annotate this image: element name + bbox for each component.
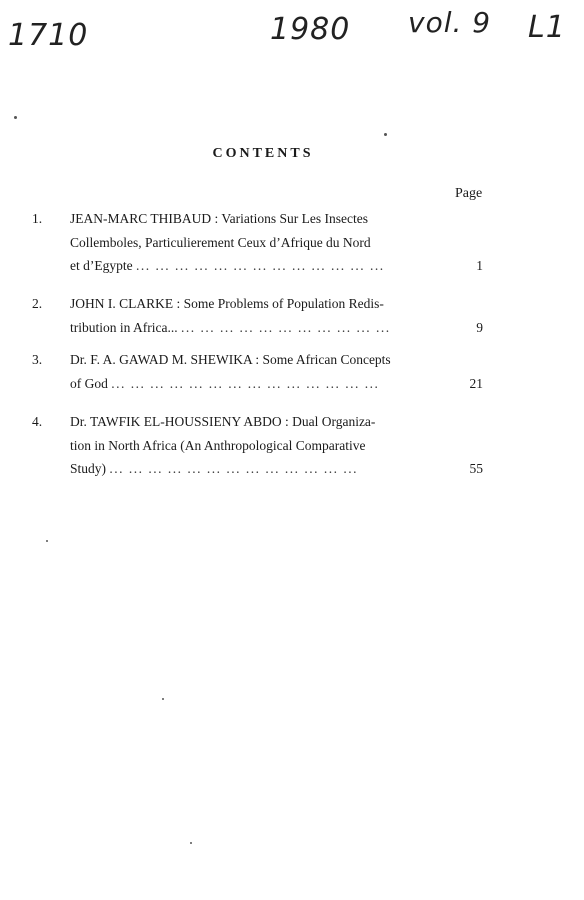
toc-entry[interactable] — [32, 207, 492, 278]
entry-title-line: et d’Egypte — [70, 258, 133, 273]
handwritten-volume: vol. 9 — [408, 6, 492, 39]
entry-title-line-last — [70, 254, 453, 278]
entry-page-number: 21 — [469, 375, 483, 391]
speck — [162, 698, 164, 700]
handwritten-catalog-number: 1710 — [8, 18, 89, 53]
entry-title-line: Study) — [70, 461, 107, 476]
entry-title-line-last — [70, 316, 453, 340]
entry-title-line-last — [70, 457, 453, 481]
dot-leader: ... ... ... ... ... ... ... ... ... ... ... — [180, 319, 391, 335]
entry-title-line: JOHN I. CLARKE : Some Problems of Population Redis- — [70, 296, 384, 311]
toc-entry[interactable] — [32, 410, 492, 481]
entry-title — [70, 348, 453, 395]
entry-title — [70, 292, 453, 339]
entry-number: 2. — [32, 296, 43, 311]
entry-page-number: 55 — [469, 461, 483, 476]
entry-title-line: tion in North Africa (An Anthropological Comparative — [70, 437, 366, 453]
speck — [46, 540, 48, 542]
entry-number: 4. — [32, 414, 43, 429]
entry-title-line: of God — [70, 375, 108, 391]
speck — [190, 842, 192, 844]
dot-leader: ... ... ... ... ... ... ... ... ... ... ... ... ... ... — [111, 375, 380, 391]
handwritten-mark: L1 — [528, 10, 566, 45]
entry-title-line: Collemboles, Particulierement Ceux d’Afrique du Nord — [70, 234, 371, 250]
entry-title — [70, 207, 453, 278]
entry-title — [70, 410, 453, 481]
entry-title-line: Dr. F. A. GAWAD M. SHEWIKA : Some African Concepts — [70, 352, 391, 367]
entry-number: 1. — [32, 211, 43, 226]
speck — [14, 116, 17, 119]
toc-entry[interactable] — [32, 292, 492, 339]
page-column-header: Page — [455, 186, 483, 201]
entry-title-line: JEAN-MARC THIBAUD : Variations Sur Les Insectes — [70, 211, 368, 226]
entry-number: 3. — [32, 352, 43, 367]
entry-title-line: Dr. TAWFIK EL-HOUSSIENY ABDO : Dual Organiza- — [70, 414, 376, 429]
entry-title-line: tribution in Africa... — [70, 319, 178, 335]
entry-title-line-last — [70, 372, 453, 396]
toc-entry[interactable] — [32, 348, 492, 395]
entry-page-number: 1 — [476, 258, 483, 273]
handwritten-year: 1980 — [270, 12, 351, 47]
contents-heading: CONTENTS — [212, 146, 314, 161]
speck — [384, 133, 387, 136]
entry-page-number: 9 — [476, 319, 483, 335]
dot-leader: ... ... ... ... ... ... ... ... ... ... ... ... ... — [109, 461, 359, 476]
dot-leader: ... ... ... ... ... ... ... ... ... ... ... ... ... — [135, 258, 385, 273]
